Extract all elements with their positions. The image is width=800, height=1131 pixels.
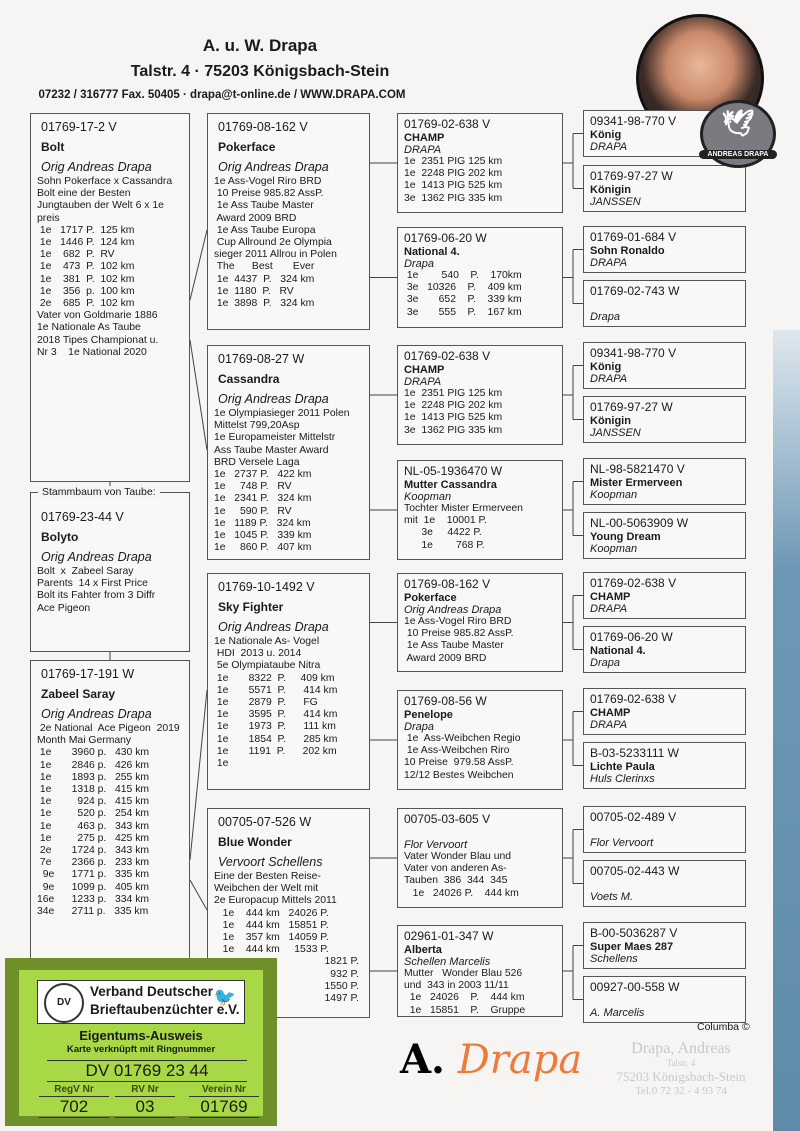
pigeon-box — [583, 626, 746, 673]
pigeon-name: Mister Ermerveen — [590, 477, 683, 489]
achievement-line: 7e 2366 p. 233 km — [37, 857, 150, 869]
breeder: Orig Andreas Drapa — [41, 160, 152, 174]
achievement-line: 1e Ass-Weibchen Riro — [404, 745, 510, 757]
org-name-line2: Brieftaubenzüchter e.V. — [90, 1002, 240, 1017]
achievement-line: 1e 768 P. — [404, 539, 485, 551]
achievement-line: 9e 1099 p. 405 km — [37, 881, 150, 893]
achievement-line: 1e 15851 P. Gruppe — [404, 1004, 526, 1016]
achievement-line: 1e Ass-Weibchen Regio — [404, 733, 521, 744]
breeder: DRAPA — [404, 144, 442, 156]
pigeon-box — [583, 688, 746, 735]
achievement-line: 1e 1973 P. 111 km — [214, 721, 336, 733]
pigeon-name: National 4. — [404, 246, 460, 258]
achievement-line: 2018 Tipes Championat u. — [37, 334, 159, 346]
pigeon-box — [397, 808, 563, 908]
ring-number: 09341-98-770 V — [590, 114, 677, 128]
achievement-line: 1e 2248 PIG 202 km — [404, 168, 503, 180]
achievement-line: 1e 381 P. 102 km — [37, 273, 135, 285]
ring-number: 01769-01-684 V — [590, 230, 677, 244]
ring-number: 01769-97-27 W — [590, 400, 673, 414]
ring-number: 01769-08-27 W — [218, 352, 305, 366]
achievement-line: The Best Ever — [214, 261, 315, 273]
achievement-line: 5e Olympiataube Nitra — [214, 660, 321, 672]
achievement-line: 1e Nationale As Taube — [37, 322, 141, 334]
achievement-line: 1e Ass-Vogel Riro BRD — [214, 176, 322, 187]
achievement-line: 16e 1233 p. 334 km — [37, 893, 150, 905]
signature: A. Drapa — [400, 1036, 583, 1083]
achievement-line: 932 P. — [330, 968, 359, 980]
breeder: DRAPA — [590, 373, 628, 385]
achievement-line: Jungtauben der Welt 6 x 1e — [37, 200, 164, 212]
achievement-line: 1e 1446 P. 124 km — [37, 237, 135, 249]
breeder: Orig Andreas Drapa — [218, 160, 329, 174]
pigeon-box — [397, 925, 563, 1017]
pigeon-box — [397, 690, 563, 790]
regv-label: RegV Nr — [54, 1084, 94, 1095]
ring-number: 01769-02-638 V — [590, 692, 677, 706]
achievement-line: 1e 1318 p. 415 km — [37, 784, 150, 796]
achievement-line: 1e 4437 P. 324 km — [214, 273, 315, 285]
ring-number: 09341-98-770 V — [590, 346, 677, 360]
achievement-line: mit 1e 10001 P. — [404, 515, 487, 527]
achievement-line: 1e 924 p. 415 km — [37, 796, 150, 808]
pigeon-box — [583, 976, 746, 1023]
ring-number: 01769-17-191 W — [41, 667, 135, 681]
logo-text: ANDREAS DRAPA — [699, 150, 777, 159]
achievement-line: 1e 682 P. RV — [37, 249, 115, 261]
breeder: Orig Andreas Drapa — [41, 550, 152, 564]
pigeon-box — [583, 165, 746, 212]
breeder: Koopman — [590, 543, 638, 555]
pigeon-name: Bolyto — [41, 530, 79, 544]
breeder: DRAPA — [590, 603, 628, 615]
breeder: DRAPA — [590, 719, 628, 731]
ring-number: 01769-08-56 W — [404, 694, 487, 708]
pigeon-name: Alberta — [404, 944, 442, 956]
ring-number: B-00-5036287 V — [590, 926, 678, 940]
achievement-line: 9e 1771 p. 335 km — [37, 869, 150, 881]
achievement-line: Vater von anderen As- — [404, 863, 507, 875]
pigeon-name: Zabeel Saray — [41, 687, 116, 701]
achievement-line: 10 Preise 985.82 AssP. — [404, 628, 514, 640]
achievement-line: sieger 2011 Allrou in Polen — [214, 249, 337, 261]
pigeon-name: Königin — [590, 184, 631, 196]
pigeon-name: Sohn Ronaldo — [590, 245, 665, 257]
achievement-line: 1e 275 p. 425 km — [37, 832, 150, 844]
achievement-line: Bolt eine der Besten — [37, 188, 131, 200]
achievement-line: 3e 652 P. 339 km — [404, 294, 522, 306]
breeder: Orig Andreas Drapa — [218, 620, 329, 634]
achievement-line: 1821 P. — [324, 956, 359, 968]
card-ring-number: DV 01769 23 44 — [47, 1060, 247, 1082]
achievement-line: preis — [37, 212, 60, 224]
ring-number: 01769-02-743 W — [590, 284, 680, 298]
achievement-line: Sohn Pokerface x Cassandra — [37, 176, 173, 187]
achievement-line: 1e 3898 P. 324 km — [214, 298, 315, 310]
breeder: JANSSEN — [590, 427, 641, 439]
breeder: Koopman — [590, 489, 638, 501]
achievement-line: 1e 1180 P. RV — [214, 285, 294, 297]
achievement-line: 1e 540 P. 170km — [404, 270, 522, 281]
ring-number: 01769-97-27 W — [590, 169, 673, 183]
achievement-line: 1e 2351 PIG 125 km — [404, 388, 503, 399]
achievement-line: Tauben 386 344 345 — [404, 875, 508, 887]
achievement-line: Ass Taube Master Award — [214, 444, 329, 456]
achievement-line: 1e 2351 PIG 125 km — [404, 156, 503, 167]
achievement-line: 1e 2248 PIG 202 km — [404, 400, 503, 412]
achievement-line: BRD Versele Laga — [214, 456, 300, 468]
achievement-line: 1e Ass Taube Master — [404, 640, 504, 652]
achievement-line: 1e 1854 P. 285 km — [214, 733, 338, 745]
ring-number: 00705-07-526 W — [218, 815, 312, 829]
breeder-title: A. u. W. Drapa — [202, 36, 318, 55]
achievement-line: 2e 1724 p. 343 km — [37, 845, 150, 857]
achievement-line: 1e 2879 P. FG — [214, 697, 318, 709]
pigeon-name: CHAMP — [590, 591, 631, 603]
pigeon-box — [583, 280, 746, 327]
achievement-line: 10 Preise 985.82 AssP. — [214, 188, 324, 200]
achievement-line: und 343 in 2003 11/11 — [404, 980, 509, 992]
achievement-line: 12/12 Bestes Weibchen — [404, 769, 514, 781]
achievement-line: 1e 444 km 24026 P. — [214, 907, 329, 919]
credit: Columba © — [697, 1021, 750, 1033]
pigeon-name: Penelope — [404, 709, 453, 721]
achievement-line: 3e 4422 P. — [404, 527, 482, 539]
achievement-line: 1e 1413 PIG 525 km — [404, 180, 503, 192]
achievement-line: 1e Ass-Vogel Riro BRD — [404, 616, 512, 627]
dove-logo-icon: 🕊 ANDREAS DRAPA — [700, 100, 776, 168]
pigeon-name: Mutter Cassandra — [404, 479, 497, 491]
achievement-line: Mutter Wonder Blau 526 — [404, 968, 523, 979]
breeder: Orig Andreas Drapa — [218, 392, 329, 406]
breeder: Koopman — [404, 491, 452, 503]
achievement-line: 1e 1893 p. 255 km — [37, 771, 150, 783]
breeder-address: Talstr. 4 · 75203 Königsbach-Stein — [130, 63, 390, 80]
achievement-line: Parents 14 x First Price — [37, 578, 148, 590]
achievement-line: 1e 1045 P. 339 km — [214, 530, 312, 542]
achievement-line: 3e 10326 P. 409 km — [404, 282, 522, 294]
pigeon-name: National 4. — [590, 645, 646, 657]
ring-number: 01769-02-638 V — [404, 349, 491, 363]
pigeon-name: Young Dream — [590, 531, 661, 543]
achievement-line: 2e National Ace Pigeon 2019 — [37, 723, 180, 734]
achievement-line: Vater von Goldmarie 1886 — [37, 310, 158, 322]
stamp-line: Talstr. 4 — [666, 1058, 696, 1068]
achievement-line: 1e 24026 P. 444 km — [404, 992, 525, 1004]
pigeon-box — [583, 572, 746, 619]
achievement-line: 1e 2846 p. 426 km — [37, 759, 150, 771]
achievement-line: Bolt x Zabeel Saray — [37, 566, 134, 577]
achievement-line: HDI 2013 u. 2014 — [214, 648, 302, 660]
pigeon-name: Bolt — [41, 140, 65, 154]
achievement-line: Mittelst 799,20Asp — [214, 420, 300, 432]
achievement-line: 2e 685 P. 102 km — [37, 298, 135, 310]
achievement-line: 1497 P. — [324, 993, 359, 1005]
verein-label: Verein Nr — [202, 1084, 246, 1095]
achievement-line: 1e 520 p. 254 km — [37, 808, 150, 820]
achievement-line: 1e 444 km 1533 P. — [214, 944, 329, 956]
pigeon-box — [583, 226, 746, 273]
achievement-line: Award 2009 BRD — [214, 212, 297, 224]
achievement-line: 1e Ass Taube Master — [214, 200, 314, 212]
ring-number: 01769-06-20 W — [590, 630, 673, 644]
ring-number: 00705-02-489 V — [590, 810, 677, 824]
achievement-line: 3e 1362 PIG 335 km — [404, 424, 503, 436]
ring-number: 01769-08-162 V — [404, 577, 491, 591]
breeder: JANSSEN — [590, 196, 641, 208]
pigeon-name: Cassandra — [218, 372, 280, 386]
achievement-line: 1e 463 p. 343 km — [37, 820, 150, 832]
breeder: Orig Andreas Drapa — [41, 707, 152, 721]
ring-number: 02961-01-347 W — [404, 929, 494, 943]
pigeon-name: CHAMP — [404, 132, 445, 144]
stamp-line: Tel.0 72 32 - 4 93 74 — [635, 1085, 727, 1097]
pigeon-name: Königin — [590, 415, 631, 427]
pigeon-name: Pokerface — [404, 592, 457, 604]
ring-number: 01769-10-1492 V — [218, 580, 315, 594]
achievement-line: 1e 748 P. RV — [214, 481, 292, 493]
pigeon-box — [397, 345, 563, 445]
ring-number: 00705-03-605 V — [404, 812, 491, 826]
pigeon-box — [207, 345, 370, 560]
breeder: Huls Clerinxs — [590, 773, 655, 785]
breeder: Drapa — [590, 311, 620, 323]
achievement-line: Nr 3 1e National 2020 — [37, 346, 147, 358]
achievement-line: 1e Ass Taube Europa — [214, 224, 316, 236]
achievement-line: Bolt its Fahter from 3 Diffr — [37, 590, 156, 602]
pigeon-box — [30, 492, 190, 652]
pigeon-box — [583, 342, 746, 389]
achievement-line: 1e 2341 P. 324 km — [214, 493, 312, 505]
connector-line — [190, 690, 207, 860]
connector-line — [190, 230, 207, 300]
ring-number: NL-05-1936470 W — [404, 464, 503, 478]
breeder: DRAPA — [404, 376, 442, 388]
pigeon-box — [583, 806, 746, 853]
connector-line — [190, 880, 207, 910]
pigeon-name: Super Maes 287 — [590, 941, 674, 953]
pigeon-box — [207, 113, 370, 330]
achievement-line: 1e 860 P. 407 km — [214, 542, 312, 554]
breeder-contact: 07232 / 316777 Fax. 50405 · drapa@t-online.de / WWW.DRAPA.COM — [38, 89, 406, 101]
achievement-line: 1e 1413 PIG 525 km — [404, 412, 503, 424]
pigeon-box — [583, 860, 746, 907]
breeder: A. Marcelis — [590, 1007, 645, 1019]
ring-number: B-03-5233111 W — [590, 746, 679, 760]
achievement-line: 3e 555 P. 167 km — [404, 306, 522, 318]
card-title: Eigentums-Ausweis — [79, 1028, 203, 1043]
pigeon-box — [583, 458, 746, 505]
achievement-line: 1e 3595 P. 414 km — [214, 709, 338, 721]
pigeon-box — [30, 113, 190, 482]
ring-number: NL-00-5063909 W — [590, 516, 689, 530]
ring-number: 01769-17-2 V — [41, 120, 117, 134]
achievement-line: 1e 356 p. 100 km — [37, 285, 135, 297]
achievement-line: 2e Europacup Mittels 2011 — [214, 895, 337, 907]
achievement-line: 1e — [214, 758, 229, 770]
ring-number: 01769-06-20 W — [404, 231, 487, 245]
ring-number: NL-98-5821470 V — [590, 462, 685, 476]
pigeon-name: König — [590, 129, 622, 141]
breeder: DRAPA — [590, 257, 628, 269]
stamp-line: 75203 Königsbach-Stein — [616, 1069, 746, 1084]
rv-label: RV Nr — [131, 1084, 159, 1095]
pigeon-box — [583, 742, 746, 789]
achievement-line: 1e Europameister Mittelstr — [214, 432, 336, 444]
breeder: Schellens — [590, 953, 638, 965]
breeder: Orig Andreas Drapa — [404, 604, 502, 616]
achievement-line: 1e 1189 P. 324 km — [214, 517, 311, 529]
achievement-line: 1e Nationale As- Vogel — [214, 636, 320, 647]
achievement-line: 1e 8322 P. 409 km — [214, 672, 335, 684]
ring-number: 01769-23-44 V — [41, 510, 124, 524]
achievement-line: 1e 444 km 15851 P. — [214, 919, 329, 931]
achievement-line: Weibchen der Welt mit — [214, 883, 319, 895]
achievement-line: Cup Allround 2e Olympia — [214, 237, 332, 249]
achievement-line: 1e 24026 P. 444 km — [404, 887, 519, 899]
breeder: Schellen Marcelis — [404, 956, 491, 968]
achievement-line: 1550 P. — [324, 980, 359, 992]
breeder: Voets M. — [590, 891, 633, 903]
achievement-line: 1e 590 P. RV — [214, 505, 292, 517]
pigeon-box — [207, 573, 370, 790]
achievement-line: 1e 357 km 14059 P. — [214, 932, 329, 944]
pigeon-name: Sky Fighter — [218, 600, 284, 614]
regv-value: 702 — [39, 1096, 109, 1118]
verein-value: 01769 — [189, 1096, 259, 1118]
achievement-line: Award 2009 BRD — [404, 652, 487, 664]
achievement-line: Ace Pigeon — [37, 602, 91, 614]
pigeon-name: Pokerface — [218, 140, 276, 154]
pigeon-box — [397, 113, 563, 213]
pigeon-box — [583, 396, 746, 443]
pigeon-box — [397, 460, 563, 560]
ring-number: 01769-02-638 V — [590, 576, 677, 590]
pigeon-box — [583, 922, 746, 969]
pigeon-name: Lichte Paula — [590, 761, 655, 773]
achievement-line: 1e 473 P. 102 km — [37, 261, 135, 273]
breeder: Flor Vervoort — [590, 837, 654, 849]
pigeon-emblem-icon: 🐦 — [213, 987, 236, 1007]
rv-value: 03 — [115, 1096, 175, 1118]
breeder: Vervoort Schellens — [218, 855, 323, 869]
pigeon-box — [397, 573, 563, 672]
stammbaum-label: Stammbaum von Taube: — [38, 486, 160, 498]
achievement-line: Eine der Besten Reise- — [214, 871, 321, 882]
achievement-line: 1e 5571 P. 414 km — [214, 684, 338, 696]
achievement-line: 10 Preise 979.58 AssP. — [404, 757, 514, 769]
stamp-line: Drapa, Andreas — [631, 1040, 731, 1057]
ring-number: 01769-02-638 V — [404, 117, 491, 131]
ring-number: 00927-00-558 W — [590, 980, 680, 994]
achievement-line: 3e 1362 PIG 335 km — [404, 192, 503, 204]
pigeon-name: Blue Wonder — [218, 835, 292, 849]
achievement-line: 1e 3960 p. 430 km — [37, 747, 150, 759]
achievement-line: Vater Wonder Blau und — [404, 851, 512, 862]
card-subtitle: Karte verknüpft mit Ringnummer — [66, 1044, 216, 1055]
breeder: Flor Vervoort — [404, 839, 468, 851]
achievement-line: 1e Olympiasieger 2011 Polen — [214, 408, 350, 419]
pigeon-box — [397, 227, 563, 328]
pigeon-name: CHAMP — [590, 707, 631, 719]
breeder: Drapa — [404, 258, 434, 270]
org-name-line1: Verband Deutscher — [90, 984, 214, 999]
ring-number: 01769-08-162 V — [218, 120, 308, 134]
achievement-line: 1e 2737 P. 422 km — [214, 469, 312, 481]
ownership-card — [5, 958, 277, 1126]
pigeon-box — [583, 512, 746, 559]
ring-number: 00705-02-443 W — [590, 864, 680, 878]
achievement-line: Tochter Mister Ermerveen — [404, 503, 523, 514]
pigeon-name: König — [590, 361, 622, 373]
achievement-line: 1e 1191 P. 202 km — [214, 745, 337, 757]
achievement-line: 34e 2711 p. 335 km — [37, 906, 149, 918]
breeder: Drapa — [590, 657, 620, 669]
achievement-line: Month Mai Germany — [37, 735, 132, 747]
achievement-line: 1e 1717 P. 125 km — [37, 224, 135, 236]
pigeon-name: CHAMP — [404, 364, 445, 376]
association-seal-icon: DV — [44, 983, 84, 1023]
breeder: Drapa — [404, 721, 434, 733]
connector-line — [190, 340, 207, 450]
breeder: DRAPA — [590, 141, 628, 153]
address-stamp — [592, 1042, 770, 1098]
